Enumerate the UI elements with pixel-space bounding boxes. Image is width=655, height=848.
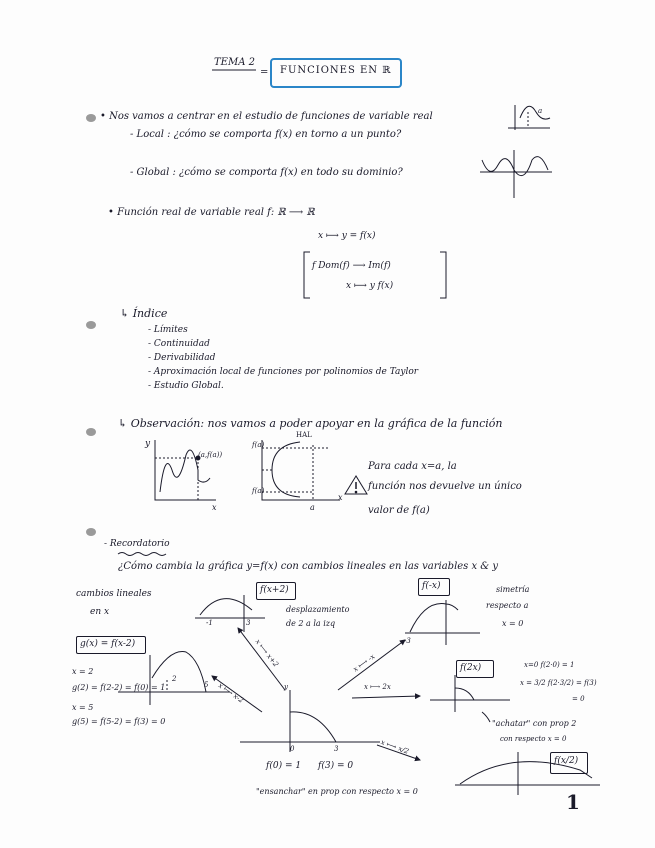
fmx-tick-neg3: -3 <box>404 637 411 645</box>
definition-line: • Función real de variable real f: ℝ ⟶ ℝ <box>108 207 315 218</box>
simetria-label: simetría <box>496 585 530 594</box>
observation-graph-2 <box>262 440 340 500</box>
graph-f-minus-x <box>405 600 480 645</box>
f2x-eval-b: x = 3/2 f(2·3/2) = f(3) <box>520 679 597 687</box>
x0-label: x = 0 <box>502 619 524 628</box>
recordatorio-question: ¿Cómo cambia la gráfica y=f(x) con cambios lineales en las variables x & y <box>118 561 499 572</box>
recordatorio-title: - Recordatorio <box>104 539 170 549</box>
observation-line: ↳ Observación: nos vamos a poder apoyar en la gráfica de la función <box>118 417 503 430</box>
arrow-label-x-minus-2: x ⟼ x-2 <box>216 681 246 705</box>
fx-plus-2-label: f(x+2) <box>260 585 289 595</box>
def-bracket-right <box>440 252 446 298</box>
achatar-label-2: con respecto x = 0 <box>500 735 567 743</box>
graph2-x-label: x <box>338 493 343 502</box>
indice-item: - Continuidad <box>148 339 210 349</box>
graph1-point-label: (a,f(a)) <box>198 451 223 459</box>
definition-mapping: x ⟼ y = f(x) <box>318 231 376 241</box>
punch-holes <box>86 114 96 536</box>
graph-f-2x <box>430 675 510 712</box>
f0-eval: f(0) = 1 <box>266 761 302 771</box>
achatar-label: "achatar" con prop 2 <box>492 719 577 728</box>
g2-eval: g(2) = f(2-2) = f(0) = 1 <box>72 683 166 692</box>
gx-tick-5: 5 <box>204 681 209 689</box>
fx2-tick-3: 3 <box>246 619 251 627</box>
cambios-label-2: en x <box>90 607 110 617</box>
gx-label: g(x) = f(x-2) <box>80 639 136 649</box>
page-title: FUNCIONES EN ℝ <box>280 65 392 76</box>
f2x-eval-a: x=0 f(2·0) = 1 <box>524 661 575 669</box>
graph2-hal-label: HAL <box>296 431 312 439</box>
gx-tick-2: 2 <box>172 675 177 683</box>
center-tick-0: 0 <box>290 745 295 753</box>
graph-base-center <box>240 690 380 752</box>
arrow-label-x-plus-2: x ⟼ x+2 <box>253 637 280 669</box>
intro-line: • Nos vamos a centrar en el estudio de funciones de variable real <box>100 111 433 122</box>
local-line: - Local : ¿cómo se comporta f(x) en torno a un punto? <box>130 129 402 140</box>
def-bracket-left <box>304 252 310 298</box>
x2-label: x = 2 <box>72 667 94 676</box>
arrow-label-2x: x ⟼ 2x <box>364 683 391 691</box>
f2x-eval-c: = 0 <box>572 695 585 703</box>
de2-izq-label: de 2 a la izq <box>286 619 336 628</box>
global-sketch <box>480 150 552 198</box>
global-line: - Global : ¿cómo se comporta f(x) en todo su dominio? <box>130 167 403 178</box>
x5-label: x = 5 <box>72 703 94 712</box>
desplazamiento-label: desplazamiento <box>286 605 350 614</box>
achatar-pointer <box>482 712 490 722</box>
indice-item: - Derivabilidad <box>148 353 216 363</box>
warning-icon <box>345 476 367 494</box>
warning-text-3: valor de f(a) <box>368 505 430 516</box>
page-number: 1 <box>566 790 580 814</box>
indice-title: ↳ Índice <box>120 307 168 320</box>
recordatorio-underline <box>118 553 166 556</box>
cambios-label-1: cambios lineales <box>76 589 152 599</box>
respecto-label: respecto a <box>486 601 529 610</box>
title-equals: = <box>260 67 269 78</box>
warning-text-2: función nos devuelve un único <box>368 481 522 492</box>
tema-number: TEMA 2 <box>214 57 255 68</box>
center-tick-3: 3 <box>334 745 339 753</box>
f-minus-x-label: f(-x) <box>422 581 441 591</box>
local-sketch <box>508 105 550 130</box>
indice-item: - Aproximación local de funciones por polinomios de Taylor <box>148 367 419 377</box>
center-y-label: y <box>284 683 288 691</box>
f-2x-label: f(2x) <box>460 663 482 673</box>
g5-eval: g(5) = f(5-2) = f(3) = 0 <box>72 717 166 726</box>
definition-box-line2: x ⟼ y f(x) <box>346 281 394 291</box>
graph1-y-label: y <box>145 439 151 449</box>
graph2-fa-bottom: f(a) <box>252 487 265 495</box>
indice-item: - Límites <box>148 325 188 335</box>
graph2-fa-top: f(a) <box>252 441 265 449</box>
graph2-a-label: a <box>310 503 315 512</box>
graph1-x-label: x <box>212 503 217 512</box>
arrow-label-x-half: x ⟼ x/2 <box>379 738 410 756</box>
sketch-a-label: a <box>538 107 543 115</box>
definition-box-line1: f Dom(f) ⟶ Im(f) <box>312 261 391 271</box>
indice-item: - Estudio Global. <box>148 381 224 391</box>
f3-eval: f(3) = 0 <box>318 761 354 771</box>
fx2-tick-neg1: -1 <box>206 619 213 627</box>
observation-graph-1 <box>155 440 216 500</box>
arrow-label-minus-x: x ⟼ -x <box>351 652 377 674</box>
ensanchar-label: "ensanchar" en prop con respecto x = 0 <box>256 787 418 796</box>
f-x-half-label: f(x/2) <box>554 756 579 766</box>
warning-text-1: Para cada x=a, la <box>368 461 457 472</box>
